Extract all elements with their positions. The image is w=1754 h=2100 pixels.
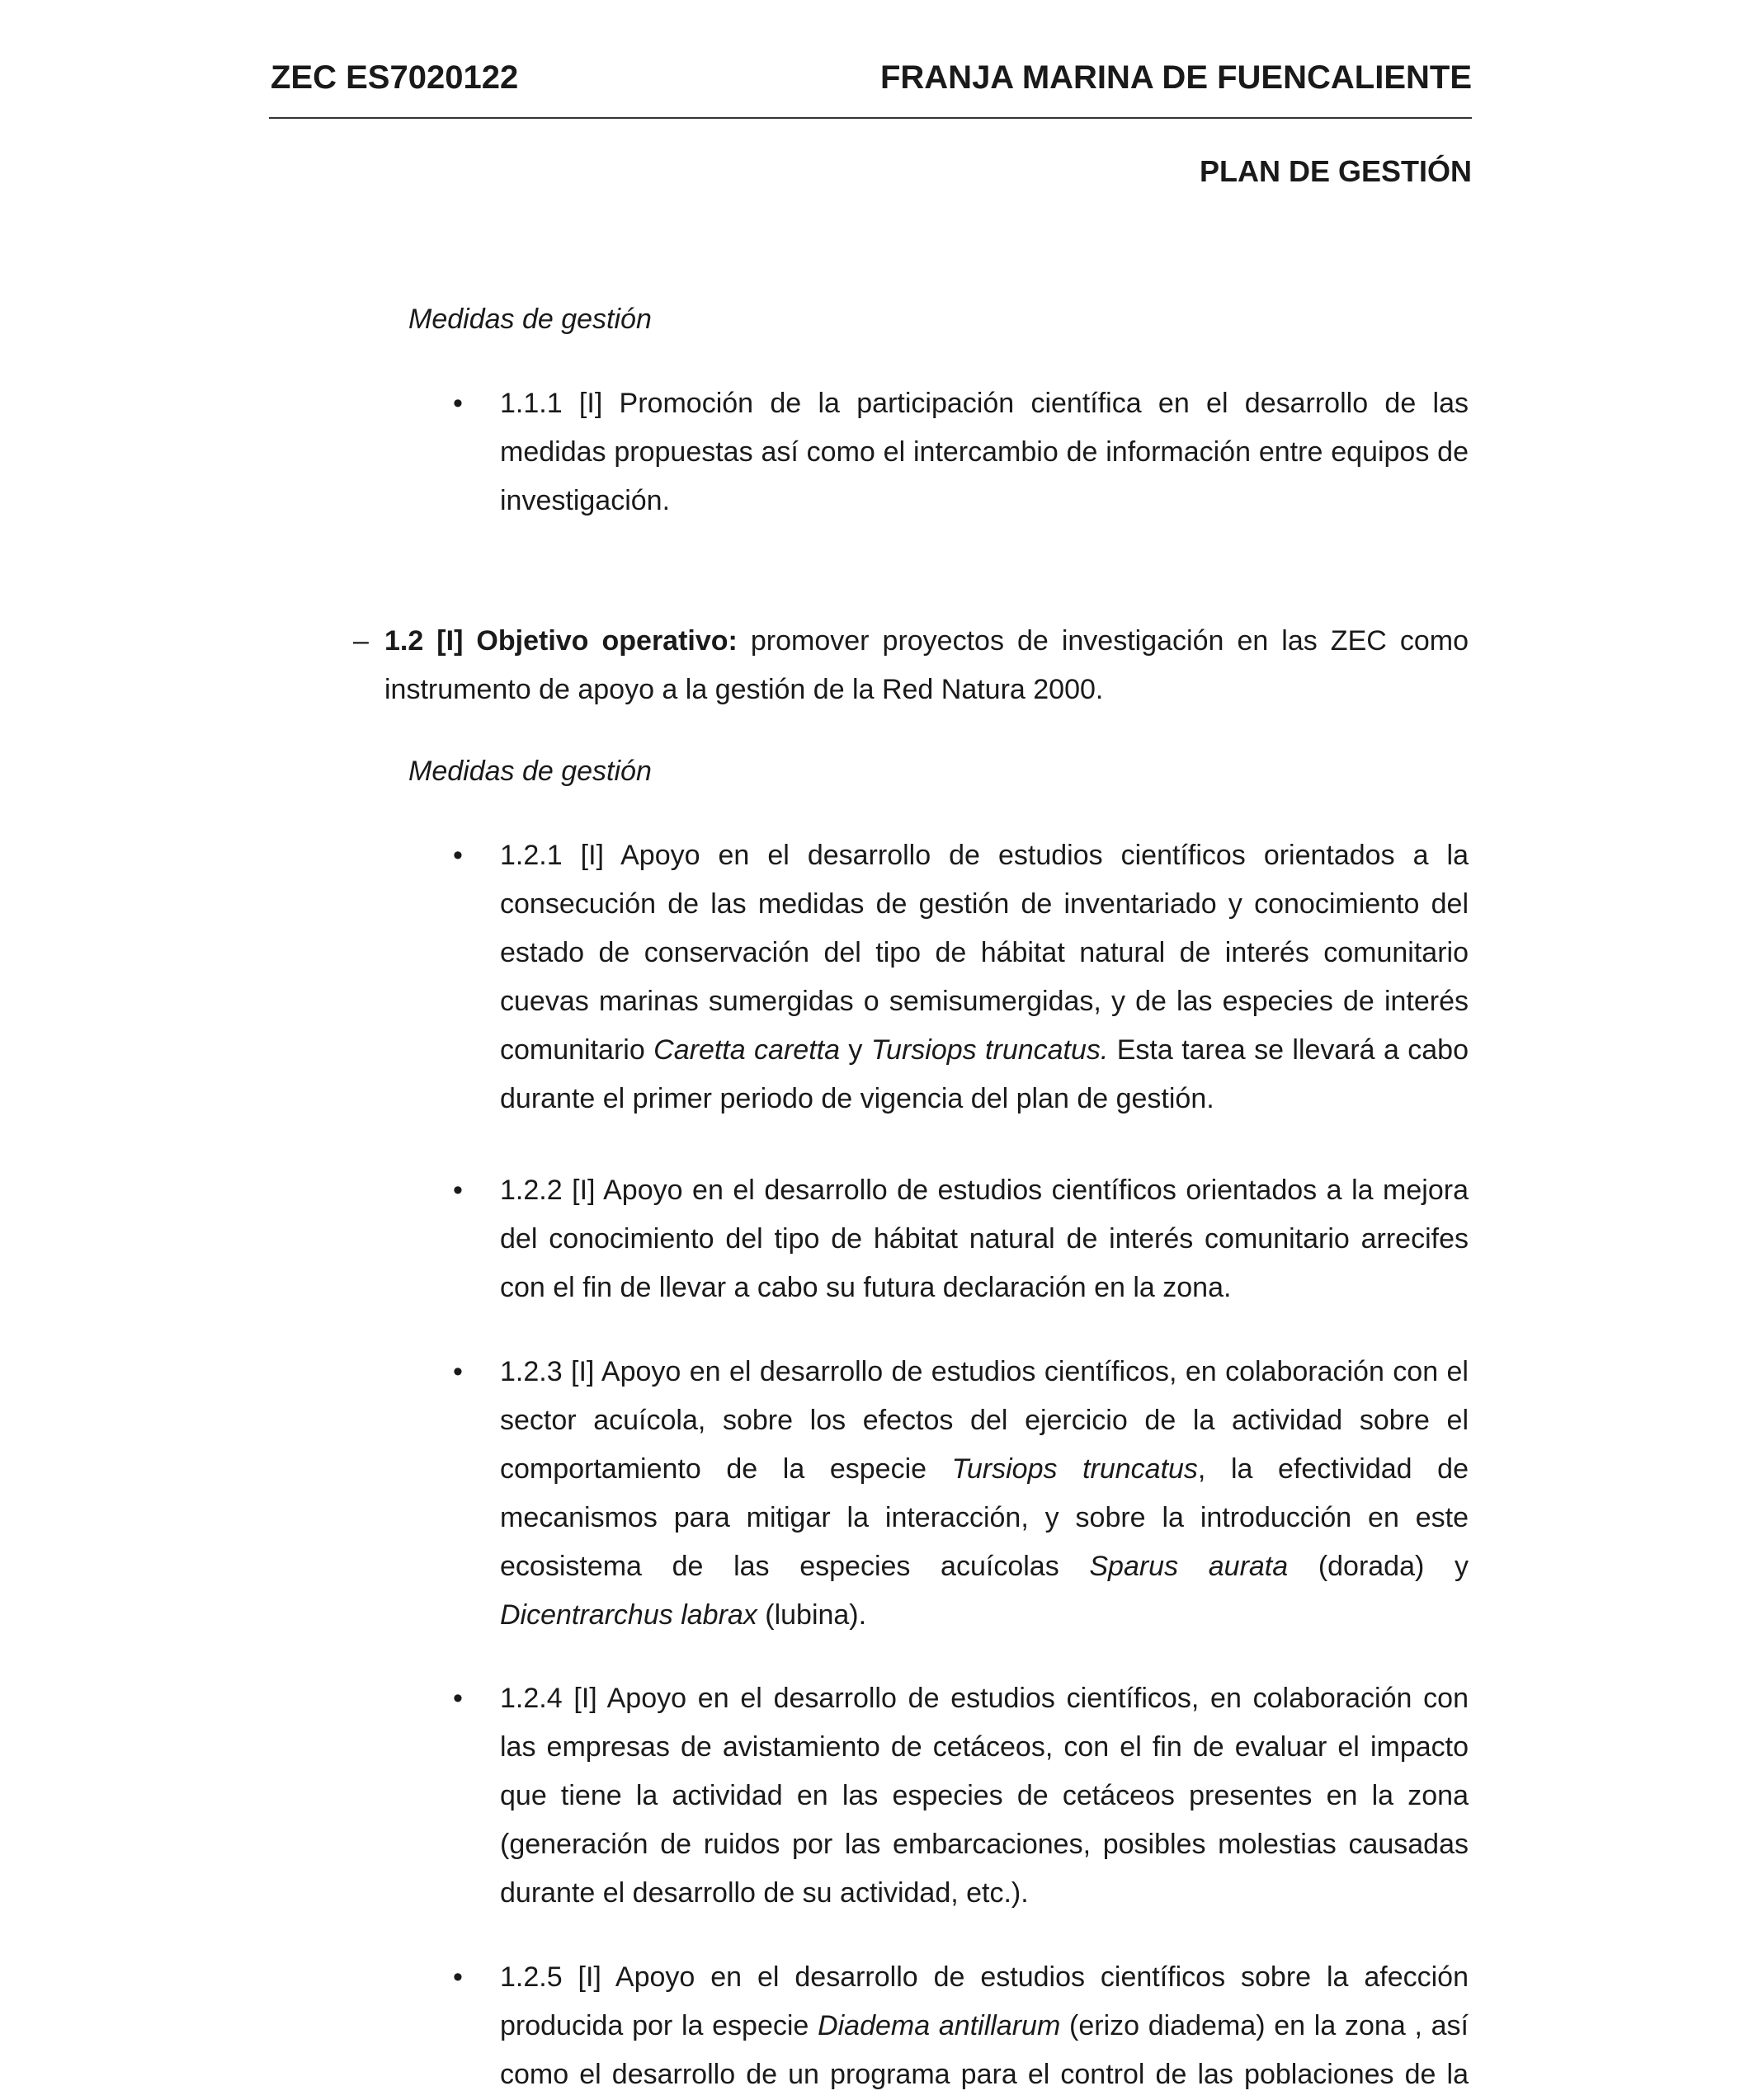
measure-1-2-4: 1.2.4 [I] Apoyo en el desarrollo de estudios científicos, en colaboración con las empresas de avistamiento de cetáceos, con el fin de evaluar el impacto que tiene la actividad en las especies de cetáceos presentes en la zona (generación de ruidos por las embarcaciones, posibles molestias causadas durante el desarrollo de su actividad, etc.). xyxy=(500,1683,1469,1909)
measure-1-2-3-part: , la efectividad de mecanismos para mitigar la interacción, y sobre la introducción en este ecosistema de las especies acuícolas xyxy=(500,1453,1469,1582)
measures-label-1-2: Medidas de gestión xyxy=(408,756,652,787)
header-plan-title: PLAN DE GESTIÓN xyxy=(1199,154,1472,188)
measure-1-2-1 xyxy=(500,831,1469,1123)
measure-1-2-5-part: 1.2.5 [I] Apoyo en el desarrollo de estudios científicos sobre la afección producida por la especie xyxy=(500,1961,1469,2041)
dash-objective-1-2: – xyxy=(353,625,369,657)
measure-1-2-5-part: (erizo diadema) en la zona , así como el desarrollo de un programa para el control de las poblaciones de la xyxy=(500,2010,1469,2090)
species-name: Diadema antillarum xyxy=(818,2010,1061,2041)
species-name: Dicentrarchus labrax xyxy=(500,1599,757,1631)
objective-1-2-lead: 1.2 [I] Objetivo operativo: xyxy=(384,625,738,657)
bullet-1-2-5: • xyxy=(453,1961,463,1993)
bullet-1-2-2: • xyxy=(453,1175,463,1206)
header-site-code: ZEC ES7020122 xyxy=(271,59,519,96)
header-site-name: FRANJA MARINA DE FUENCALIENTE xyxy=(879,59,1472,96)
measures-label-1-1: Medidas de gestión xyxy=(408,304,652,335)
measure-1-2-2: 1.2.2 [I] Apoyo en el desarrollo de estudios científicos orientados a la mejora del conocimiento del tipo de hábitat natural de interés comunitario arrecifes con el fin de llevar a cabo su futura declaración en la zona. xyxy=(500,1175,1469,1303)
measure-1-2-5 xyxy=(500,1953,1469,2099)
measure-1-2-3-part: (lubina). xyxy=(757,1599,867,1631)
bullet-1-2-3: • xyxy=(453,1356,463,1387)
objective-1-2-text: promover proyectos de investigación en las ZEC como instrumento de apoyo a la gestión de la Red Natura 2000. xyxy=(384,625,1469,705)
bullet-1-1-1: • xyxy=(453,388,463,419)
measure-1-2-3-part: 1.2.3 [I] Apoyo en el desarrollo de estudios científicos, en colaboración con el sector acuícola, sobre los efectos del ejercicio de la actividad sobre el comportamiento de la especie xyxy=(500,1356,1469,1485)
measure-1-2-3 xyxy=(500,1348,1469,1640)
species-name: Caretta caretta xyxy=(653,1034,840,1066)
species-name: Tursiops truncatus xyxy=(951,1453,1198,1485)
objective-1-2 xyxy=(384,617,1469,714)
bullet-1-2-1: • xyxy=(453,840,463,871)
species-name: Tursiops truncatus. xyxy=(870,1034,1109,1066)
measure-1-2-1-part: 1.2.1 [I] Apoyo en el desarrollo de estudios científicos orientados a la consecución de las medidas de gestión de inventariado y conocimiento del estado de conservación del tipo de hábitat natural de interés comunitario cuevas marinas sumergidas o semisumergidas, y de las especies de interés comunitario xyxy=(500,840,1469,1066)
page-header xyxy=(269,54,1472,101)
measure-1-1-1: 1.1.1 [I] Promoción de la participación científica en el desarrollo de las medidas propuestas así como el intercambio de información entre equipos de investigación. xyxy=(500,388,1469,516)
measure-1-2-3-part: (dorada) y xyxy=(1288,1551,1469,1582)
species-name: Sparus aurata xyxy=(1089,1551,1289,1582)
measure-1-2-1-part: Esta tarea se llevará a cabo durante el primer periodo de vigencia del plan de gestión. xyxy=(500,1034,1469,1114)
bullet-1-2-4: • xyxy=(453,1683,463,1714)
measure-1-2-1-part: y xyxy=(840,1034,871,1066)
header-divider xyxy=(269,117,1472,119)
